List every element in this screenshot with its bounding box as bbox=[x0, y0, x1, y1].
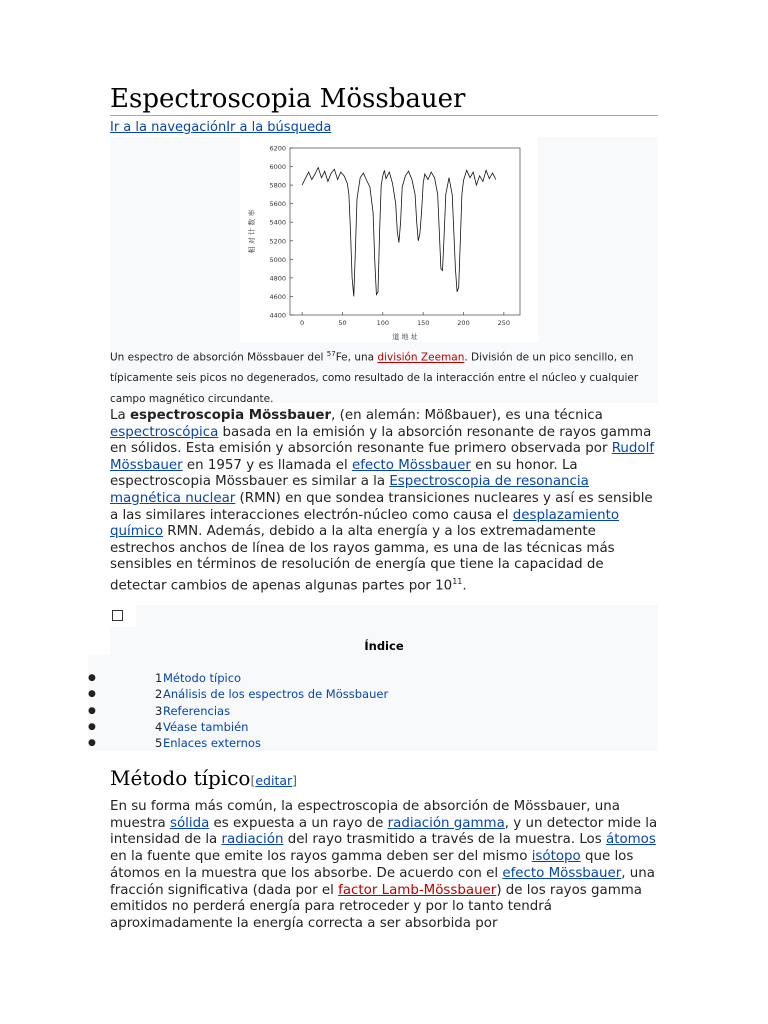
bullet-icon: ● bbox=[88, 689, 96, 700]
x-tick-label: 250 bbox=[497, 319, 511, 327]
spectrum-chart bbox=[240, 137, 538, 342]
text-run: del rayo trasmitido a través de la muestra. Los bbox=[283, 832, 606, 848]
caption-text-a: Un espectro de absorción Mössbauer del bbox=[110, 351, 327, 364]
inline-link[interactable]: factor Lamb-Mössbauer bbox=[338, 882, 497, 898]
y-tick-label: 6200 bbox=[269, 144, 286, 153]
caption-isotope-sup: 57 bbox=[326, 350, 336, 358]
inline-link[interactable]: efecto Mössbauer bbox=[351, 457, 471, 473]
x-tick-label: 200 bbox=[457, 319, 470, 327]
jump-links bbox=[110, 120, 331, 135]
section-heading-text: Método típico bbox=[110, 766, 251, 790]
x-axis-label: 道 地 址 bbox=[392, 333, 418, 341]
edit-bracket-close: ] bbox=[292, 773, 298, 788]
text-run: , una fracción significativa (dada por el bbox=[110, 865, 655, 898]
series-line bbox=[302, 168, 496, 297]
x-tick-label: 100 bbox=[376, 319, 390, 327]
toc-item-label[interactable]: Enlaces externos bbox=[163, 736, 261, 751]
text-run: , y un detector mide la intensidad de la bbox=[110, 815, 658, 848]
section-paragraph bbox=[110, 799, 658, 933]
edit-section-link-wrap bbox=[250, 773, 297, 788]
inline-link[interactable]: efecto Mössbauer bbox=[502, 865, 622, 881]
text-run: RMN. Además, debido a la alta energía y a los extremadamente estrechos anchos de línea de los rayos gamma, es una de las técnicas más sensibles en términos de resolución de energía que tiene la capacidad de detectar cambios de apenas algunas partes por 10 bbox=[110, 524, 615, 594]
inline-link[interactable]: radiación bbox=[221, 832, 284, 848]
toc-item-label[interactable]: Análisis de los espectros de Mössbauer bbox=[163, 687, 389, 702]
bullet-icon: ● bbox=[88, 673, 96, 683]
caption-text-c: . División de un pico sencillo, en típicamente seis picos no degenerados, como resultado de la interacción entre el núcleo y cualquier campo magnético circundante. bbox=[110, 351, 639, 405]
text-run: que los átomos en la muestra que los absorbe. De acuerdo con el bbox=[110, 849, 634, 881]
jump-to-search-link[interactable]: Ir a la búsqueda bbox=[226, 120, 332, 135]
inline-link[interactable]: radiación gamma bbox=[387, 815, 505, 831]
jump-to-navigation-link[interactable]: Ir a la navegación bbox=[110, 120, 227, 135]
text-run: basada en la emisión y la absorción resonante de rayos gamma en sólidos. Esta emisión y absorción resonante fue primero observada por bbox=[110, 424, 652, 457]
y-tick-label: 5800 bbox=[269, 181, 286, 190]
toc-item-number: 2 bbox=[155, 687, 163, 702]
inline-link[interactable]: isótopo bbox=[531, 849, 581, 865]
bullet-icon: ● bbox=[88, 705, 96, 716]
toc-item-label[interactable]: Referencias bbox=[163, 703, 231, 718]
page-title: Espectroscopia Mössbauer bbox=[110, 84, 466, 114]
text-run: en 1957 y es llamada el bbox=[182, 457, 352, 473]
toc-item-label[interactable]: Véase también bbox=[163, 719, 249, 734]
bold-term: espectroscopia Mössbauer bbox=[129, 408, 332, 423]
y-tick-label: 5600 bbox=[269, 200, 286, 209]
toc-item-number: 5 bbox=[155, 736, 163, 751]
y-tick-label: 4600 bbox=[269, 292, 286, 301]
y-axis-label: 相 对 计 数 率 bbox=[248, 209, 256, 254]
figure-caption bbox=[110, 344, 658, 409]
spectrum-image[interactable] bbox=[240, 137, 538, 342]
toc-item-number: 1 bbox=[155, 671, 163, 685]
y-tick-label: 6000 bbox=[269, 163, 286, 172]
inline-link[interactable]: desplazamiento químico bbox=[110, 507, 620, 540]
text-run: En su forma más común, la espectroscopia de absorción de Mössbauer, una muestra bbox=[110, 799, 620, 831]
toc-item-number: 4 bbox=[155, 719, 163, 734]
toc-item-number: 3 bbox=[155, 703, 163, 718]
y-tick-label: 5400 bbox=[269, 218, 286, 227]
bullet-icon: ● bbox=[88, 738, 96, 749]
edit-section-link[interactable]: editar bbox=[255, 773, 293, 788]
title-divider bbox=[110, 115, 658, 116]
y-tick-label: 4800 bbox=[269, 274, 286, 283]
x-tick-label: 50 bbox=[338, 319, 347, 327]
x-tick-label: 150 bbox=[416, 319, 430, 327]
text-run: ) de los rayos gamma emitidos no perderá energía para retroceder y por lo tanto tendrá aproximadamente la energía correcta a ser absorbida por bbox=[110, 882, 642, 931]
inline-link[interactable]: sólida bbox=[169, 815, 210, 831]
toc-title: Índice bbox=[364, 639, 404, 653]
superscript: 11 bbox=[452, 576, 463, 586]
inline-link[interactable]: Rudolf Mössbauer bbox=[110, 441, 655, 473]
bullet-icon: ● bbox=[88, 721, 96, 732]
inline-link[interactable]: átomos bbox=[605, 832, 656, 848]
text-run: . bbox=[462, 578, 467, 594]
y-tick-label: 5200 bbox=[269, 237, 286, 246]
y-tick-label: 5000 bbox=[269, 255, 286, 264]
text-run: , (en alemán: Mößbauer), es una técnica bbox=[331, 408, 603, 423]
text-run: La bbox=[110, 408, 130, 423]
intro-paragraph bbox=[110, 408, 658, 595]
text-run: en su honor. La espectroscopia Mössbauer es similar a la bbox=[110, 457, 578, 490]
y-tick-label: 4400 bbox=[269, 311, 286, 320]
text-run: es expuesta a un rayo de bbox=[209, 815, 388, 831]
inline-link[interactable]: Espectroscopia de resonancia magnética nuclear bbox=[110, 474, 589, 506]
edit-bracket-open: [ bbox=[250, 773, 256, 788]
inline-link[interactable]: espectroscópica bbox=[110, 424, 219, 440]
caption-zeeman-link[interactable]: división Zeeman bbox=[377, 351, 465, 364]
text-run: en la fuente que emite los rayos gamma deben ser del mismo bbox=[110, 849, 532, 865]
text-run: (RMN) en que sondea transiciones nucleares y así es sensible a las similares interacciones electrón-núcleo como causa el bbox=[110, 490, 653, 523]
section-heading-metodo bbox=[110, 766, 297, 790]
x-tick-label: 0 bbox=[300, 319, 305, 327]
toc-toggle-checkbox[interactable] bbox=[112, 610, 123, 621]
toc-item-label[interactable]: Método típico bbox=[163, 671, 242, 685]
caption-text-b: Fe, una bbox=[335, 351, 378, 364]
